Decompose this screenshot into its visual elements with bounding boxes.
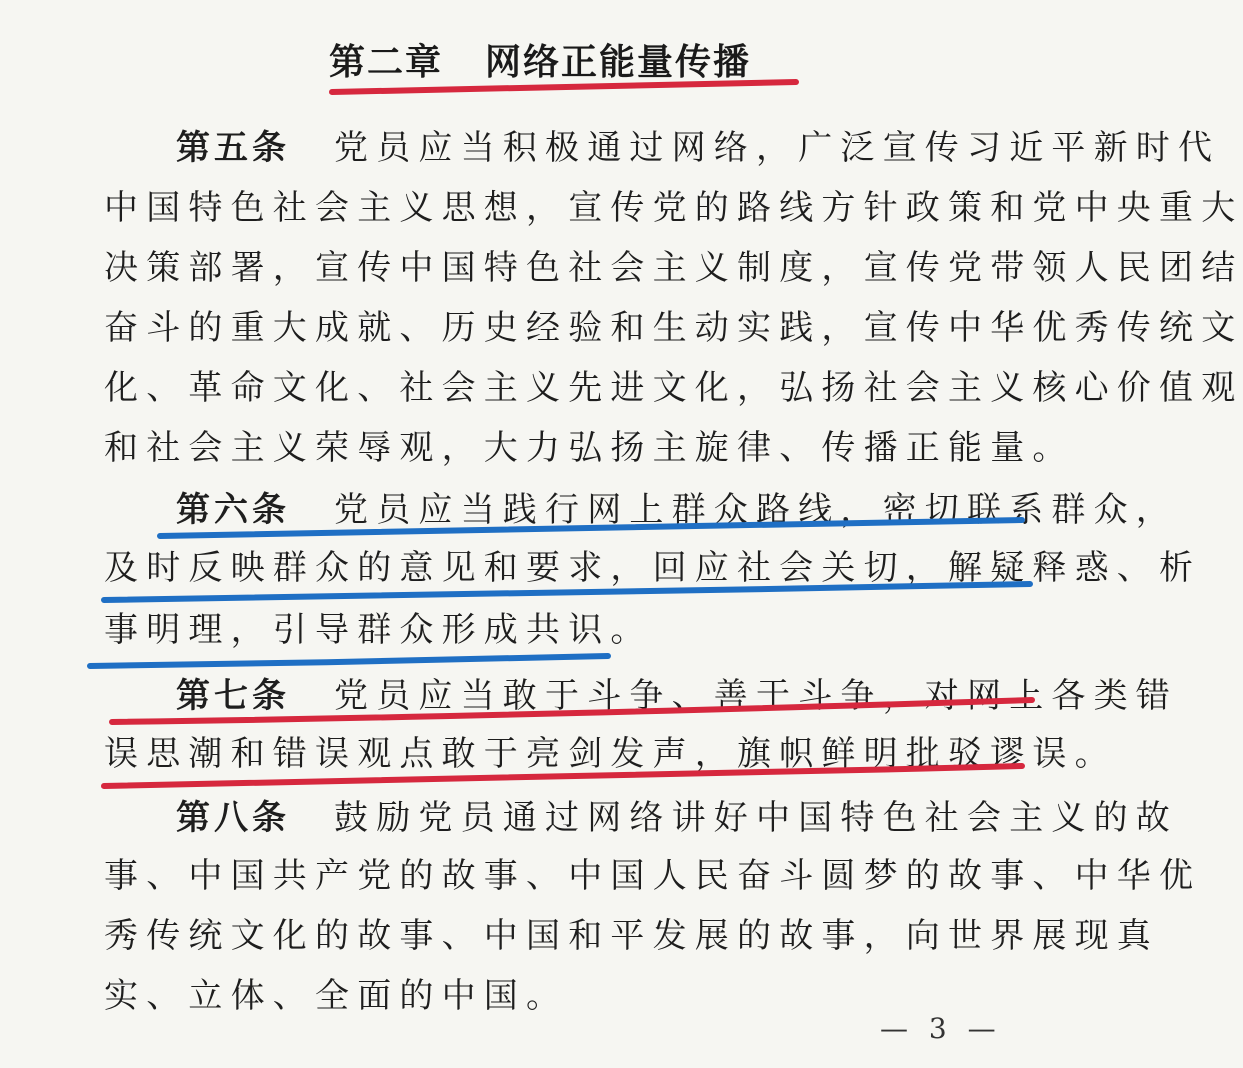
article-7-line-2: 误思潮和错误观点敢于亮剑发声，旗帜鲜明批驳谬误。	[104, 734, 1117, 774]
article-6-line-1	[176, 490, 1178, 530]
article-8-line-2: 事、中国共产党的故事、中国人民奋斗圆梦的故事、中华优	[104, 856, 1202, 896]
article-6-line-2: 及时反映群众的意见和要求，回应社会关切，解疑释惑、析	[104, 548, 1202, 588]
article-5-line-3: 决策部署，宣传中国特色社会主义制度，宣传党带领人民团结	[104, 248, 1243, 288]
article-7-heading: 第七条	[176, 676, 290, 716]
article-5-line-4: 奋斗的重大成就、历史经验和生动实践，宣传中华优秀传统文	[104, 308, 1243, 348]
article-7-line-1	[176, 676, 1178, 716]
article-text: 鼓励党员通过网络讲好中国特色社会主义的故	[334, 798, 1178, 838]
chapter-number: 第二章	[328, 42, 443, 83]
article-text: 党员应当积极通过网络，广泛宣传习近平新时代	[334, 128, 1221, 168]
article-6-heading: 第六条	[176, 490, 290, 530]
article-5-line-5: 化、革命文化、社会主义先进文化，弘扬社会主义核心价值观	[104, 368, 1243, 408]
chapter-name: 网络正能量传播	[485, 42, 752, 83]
article-5-line-1	[176, 128, 1221, 168]
article-text: 党员应当践行网上群众路线，密切联系群众，	[334, 490, 1178, 530]
article-8-line-1	[176, 798, 1178, 838]
article-5-line-2: 中国特色社会主义思想，宣传党的路线方针政策和党中央重大	[104, 188, 1243, 228]
article-8-heading: 第八条	[176, 798, 290, 838]
article-text: 党员应当敢于斗争、善于斗争，对网上各类错	[334, 676, 1178, 716]
chapter-title	[0, 34, 1080, 85]
article-5-line-6: 和社会主义荣辱观，大力弘扬主旋律、传播正能量。	[104, 428, 1075, 468]
blue-underline-3	[90, 656, 608, 666]
article-8-line-4: 实、立体、全面的中国。	[104, 976, 569, 1016]
article-5-heading: 第五条	[176, 128, 290, 168]
article-8-line-3: 秀传统文化的故事、中国和平发展的故事，向世界展现真	[104, 916, 1159, 956]
page-number: — 3 —	[880, 1012, 1002, 1045]
article-6-line-3: 事明理，引导群众形成共识。	[104, 610, 653, 650]
